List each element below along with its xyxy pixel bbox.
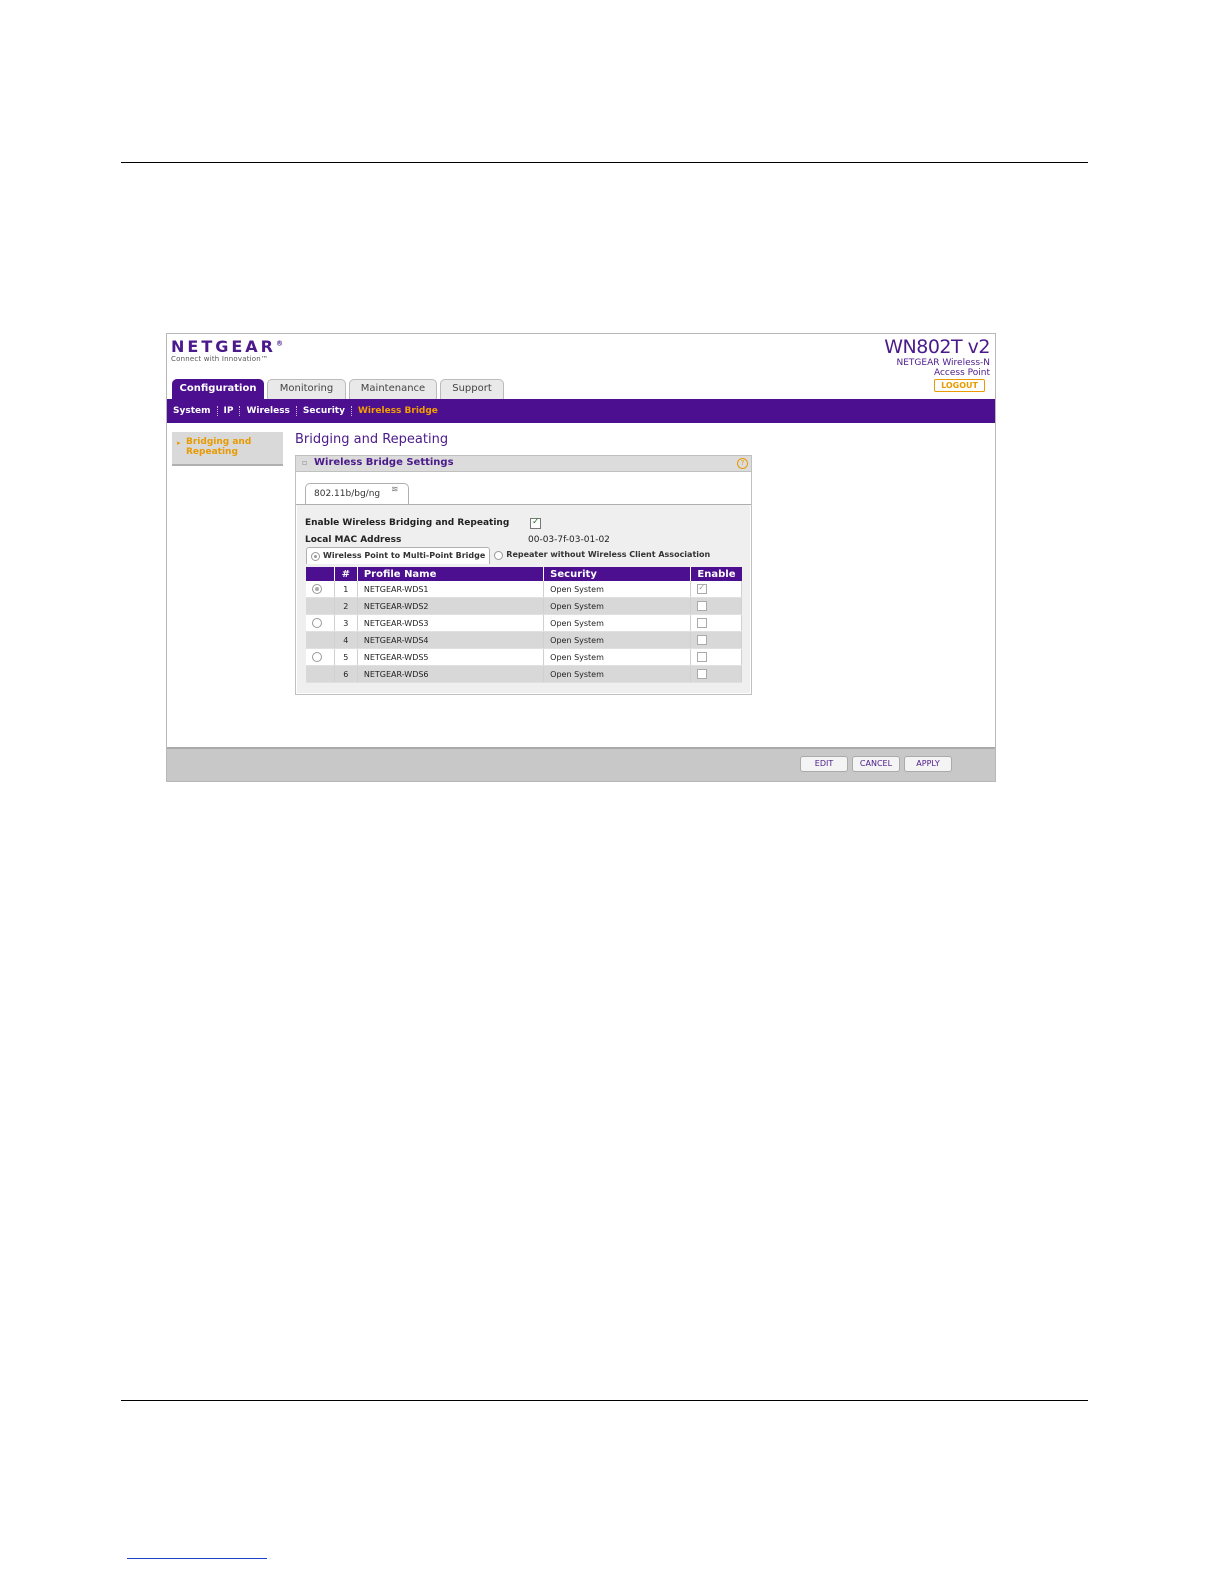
mac-address-label: Local MAC Address xyxy=(305,535,402,545)
bridge-mode-selector xyxy=(306,547,710,564)
chevron-right-icon: ▸ xyxy=(177,439,181,447)
sidebar-item-bridging-and-repeating[interactable] xyxy=(172,432,283,466)
table-row[interactable] xyxy=(306,615,742,632)
col-security: Security xyxy=(544,567,691,581)
table-row[interactable] xyxy=(306,632,742,649)
enable-bridging-label: Enable Wireless Bridging and Repeating xyxy=(305,518,510,528)
row-enable-checkbox[interactable] xyxy=(697,669,707,679)
row-security: Open System xyxy=(544,581,691,598)
enable-bridging-checkbox[interactable] xyxy=(530,518,541,529)
row-security: Open System xyxy=(544,632,691,649)
mode-label: Wireless Point to Multi-Point Bridge xyxy=(323,551,486,560)
row-security: Open System xyxy=(544,615,691,632)
radio-icon[interactable] xyxy=(311,552,320,561)
row-number: 4 xyxy=(334,632,357,649)
model-line-2: Access Point xyxy=(933,368,990,378)
row-profile-name: NETGEAR-WDS6 xyxy=(357,666,543,683)
model-block xyxy=(884,336,990,378)
row-security: Open System xyxy=(544,649,691,666)
radio-icon[interactable] xyxy=(494,551,503,560)
col-enable: Enable xyxy=(691,567,742,581)
apply-button[interactable]: APPLY xyxy=(904,756,952,772)
wds-profile-table xyxy=(306,567,742,683)
row-profile-name: NETGEAR-WDS2 xyxy=(357,598,543,615)
row-profile-name: NETGEAR-WDS5 xyxy=(357,649,543,666)
cancel-button[interactable]: CANCEL xyxy=(852,756,900,772)
panel-title: Wireless Bridge Settings xyxy=(314,457,454,468)
subnav-ip[interactable]: IP xyxy=(218,406,241,416)
wireless-bridge-settings-panel xyxy=(295,455,752,695)
mode-repeater[interactable] xyxy=(490,547,710,563)
row-select-radio[interactable] xyxy=(312,652,322,662)
logo-text: NETGEAR xyxy=(171,337,276,356)
row-enable-checkbox[interactable] xyxy=(697,635,707,645)
edit-button[interactable]: EDIT xyxy=(800,756,848,772)
row-number: 3 xyxy=(334,615,357,632)
page-top-rule xyxy=(121,162,1088,163)
panel-content xyxy=(297,505,750,693)
action-bar xyxy=(167,747,995,782)
sidebar-item-label: Bridging and Repeating xyxy=(186,437,252,457)
sub-navigation xyxy=(167,399,995,423)
table-row[interactable] xyxy=(306,666,742,683)
row-security: Open System xyxy=(544,598,691,615)
model-name: WN802T v2 xyxy=(884,336,990,358)
app-screenshot xyxy=(166,333,996,782)
row-enable-checkbox[interactable] xyxy=(697,584,707,594)
subnav-wireless-bridge[interactable]: Wireless Bridge xyxy=(357,406,438,416)
help-icon[interactable]: ? xyxy=(737,458,748,469)
main-tabs xyxy=(172,379,507,399)
row-profile-name: NETGEAR-WDS4 xyxy=(357,632,543,649)
row-security: Open System xyxy=(544,666,691,683)
row-number: 2 xyxy=(334,598,357,615)
collapse-icon[interactable]: ▫ xyxy=(302,458,308,467)
tab-maintenance[interactable]: Maintenance xyxy=(349,379,437,399)
radio-tab-label: 802.11b/bg/ng xyxy=(314,489,381,499)
col-number: # xyxy=(334,567,357,581)
row-number: 5 xyxy=(334,649,357,666)
radio-tab-80211bgng[interactable] xyxy=(305,483,409,505)
row-select-radio[interactable] xyxy=(312,618,322,628)
mode-point-to-multipoint[interactable] xyxy=(306,547,490,564)
model-line-1: NETGEAR Wireless-N xyxy=(896,358,990,368)
subnav-system[interactable]: System xyxy=(167,406,218,416)
table-row[interactable] xyxy=(306,598,742,615)
wifi-icon: ≋ xyxy=(391,485,399,495)
row-select-radio[interactable] xyxy=(312,584,322,594)
row-enable-checkbox[interactable] xyxy=(697,618,707,628)
subnav-security[interactable]: Security xyxy=(297,406,352,416)
subnav-wireless[interactable]: Wireless xyxy=(240,406,296,416)
mode-label: Repeater without Wireless Client Association xyxy=(506,550,711,559)
tab-monitoring[interactable]: Monitoring xyxy=(267,379,346,399)
panel-header xyxy=(296,456,751,472)
logout-button[interactable]: LOGOUT xyxy=(934,379,985,392)
row-profile-name: NETGEAR-WDS1 xyxy=(357,581,543,598)
row-enable-checkbox[interactable] xyxy=(697,601,707,611)
col-select xyxy=(306,567,334,581)
page-title: Bridging and Repeating xyxy=(295,432,449,447)
row-profile-name: NETGEAR-WDS3 xyxy=(357,615,543,632)
table-row[interactable] xyxy=(306,649,742,666)
logo-registered-mark: ® xyxy=(276,339,283,348)
footer-link-underline[interactable] xyxy=(127,1558,267,1559)
row-number: 1 xyxy=(334,581,357,598)
col-profile-name: Profile Name xyxy=(357,567,543,581)
netgear-logo xyxy=(171,337,283,363)
mac-address-value: 00-03-7f-03-01-02 xyxy=(528,535,610,545)
table-row[interactable] xyxy=(306,581,742,598)
tab-support[interactable]: Support xyxy=(440,379,504,399)
tab-configuration[interactable]: Configuration xyxy=(172,379,264,399)
row-number: 6 xyxy=(334,666,357,683)
page-bottom-rule xyxy=(121,1400,1088,1401)
row-enable-checkbox[interactable] xyxy=(697,652,707,662)
logo-tagline: Connect with Innovation™ xyxy=(171,355,269,363)
